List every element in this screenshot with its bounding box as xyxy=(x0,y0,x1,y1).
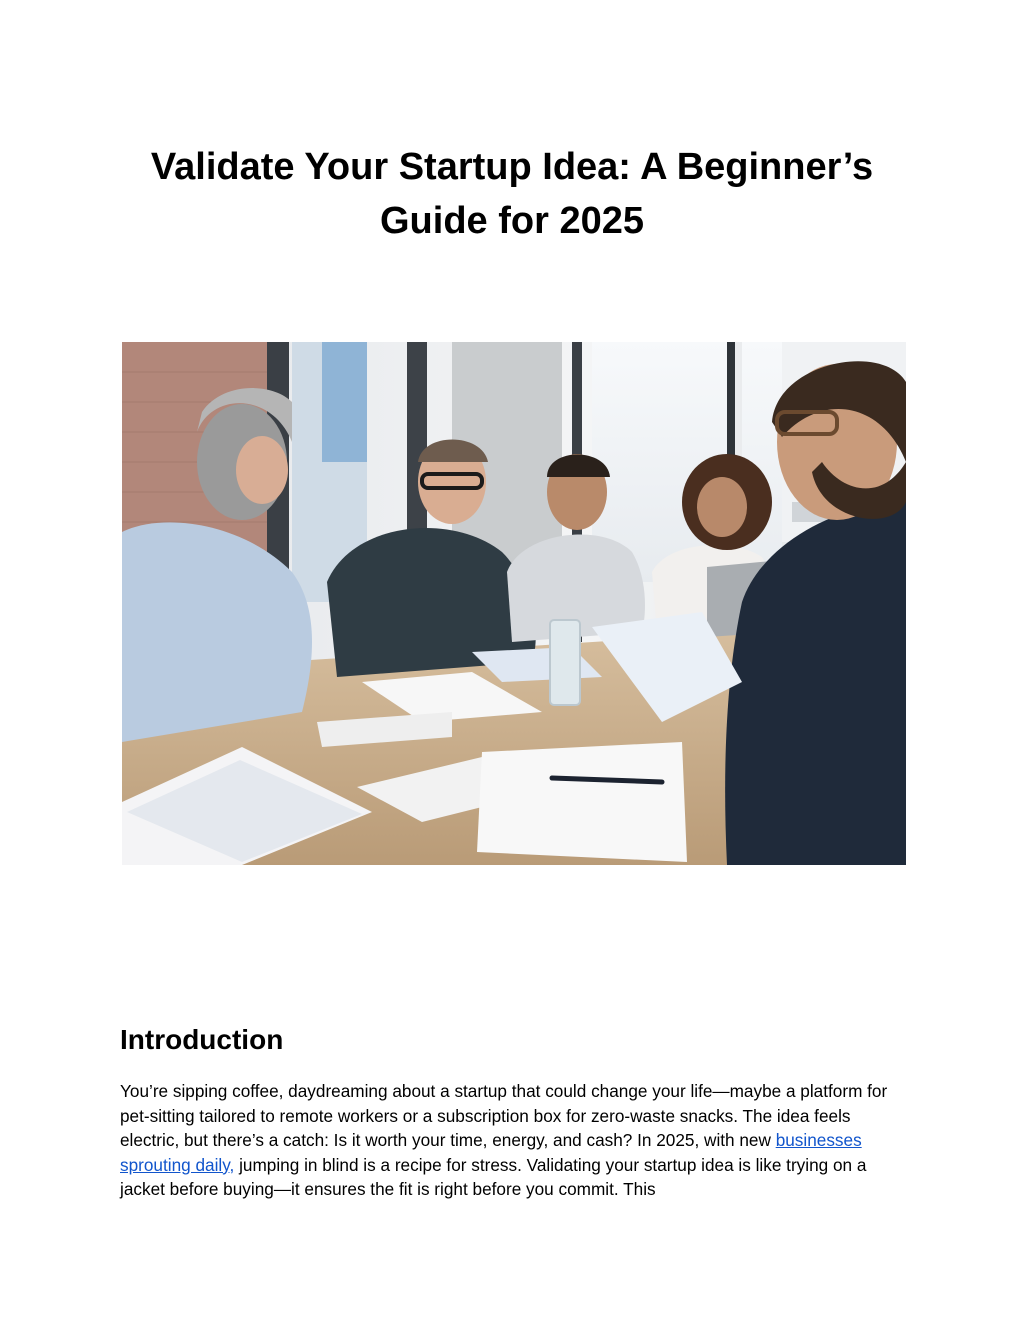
intro-text-after-link: jumping in blind is a recipe for stress. Validating your startup idea is like trying on a jacket before buying—it ensures the fit is right before you commit. This xyxy=(120,1154,867,1200)
section-heading-introduction: Introduction xyxy=(120,1024,284,1055)
hero-photo-business-meeting xyxy=(122,342,906,865)
intro-paragraph xyxy=(120,1079,910,1202)
article-title: Validate Your Startup Idea: A Beginner’s Guide for 2025 xyxy=(150,146,874,242)
businesses-sprouting-link[interactable]: businesses sprouting daily, xyxy=(120,1130,862,1175)
intro-text-before-link: You’re sipping coffee, daydreaming about a startup that could change your life—maybe a platform for pet-sitting tailored to remote workers or a subscription box for zero-waste snacks. The idea feels electric, but there’s a catch: Is it worth your time, energy, and cash? In 2025, with new xyxy=(120,1081,888,1151)
